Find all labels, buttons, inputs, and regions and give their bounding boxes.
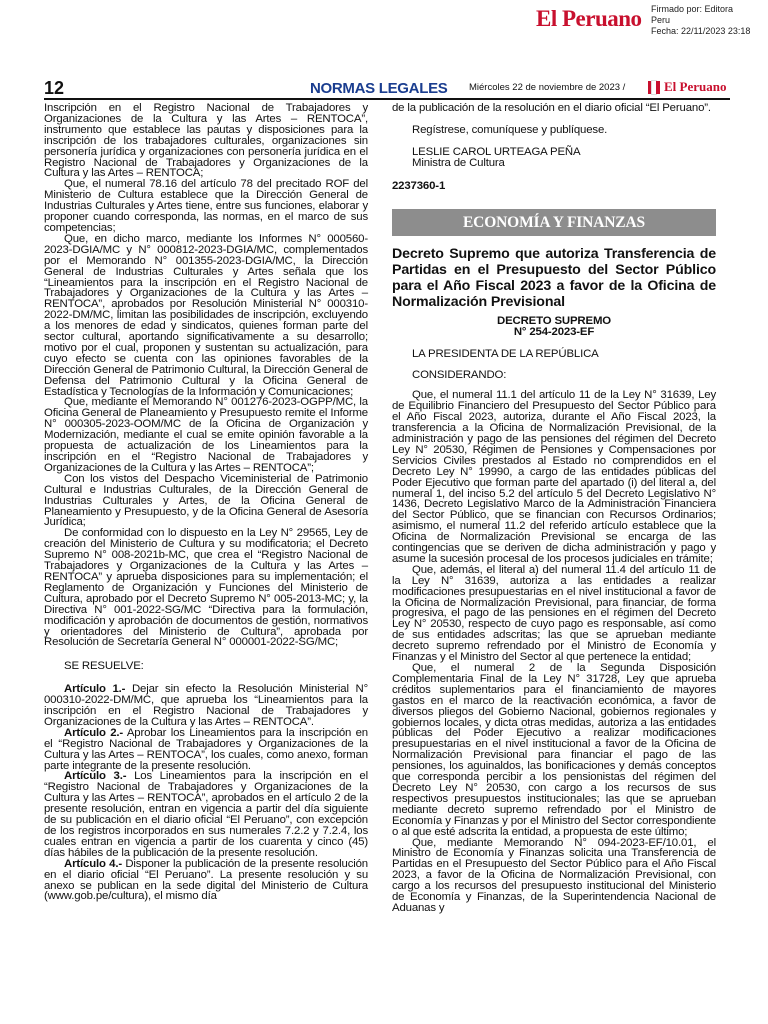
considerando: CONSIDERANDO:: [412, 369, 507, 382]
article-text: Dejar sin efecto la Resolución Ministerial N° 000310-2022-DM/MC, que aprueba los “Lineamientos para la inscripción en el Registro Nacional de Trabajadores y Organizaciones de la Cultura y las Artes – RENTOCA”.: [44, 683, 368, 728]
right-column: [392, 103, 716, 914]
article-4: [44, 859, 368, 903]
page-header: [44, 79, 730, 99]
paragraph: Que, mediante el Memorando N° 001276-2023-OGPP/MC, la Oficina General de Planeamiento y Presupuesto remite el Informe N° 000305-2023-OOM/MC de la Oficina de Organización y Modernización, mediante el cual se emite opinión favorable a la propuesta de actualización de los Lineamientos para la inscripción en el “Registro Nacional de Trabajadores y Organizaciones de la Cultura y las Artes – RENTOCA”;: [44, 396, 368, 474]
paragraph: Que, además, el literal a) del numeral 11.4 del artículo 11 de la Ley N° 31639, autoriza a las entidades a realizar modificaciones presupuestarias en el nivel institucional a favor de la Oficina de Normalización Previsional, para financiar, de forma progresiva, el pago de las pensiones en el régimen del Decreto Ley N° 20530, respecto de cuyo pago es responsable, así como de sus entidades adscritas; las que se aprueban mediante decreto supremo refrendado por el Ministro de Economía y Finanzas y el Ministro del Sector al que pertenece la entidad;: [392, 563, 716, 664]
decree-title: Decreto Supremo que autoriza Transferencia de Partidas en el Presupuesto del Sector Público para el Año Fiscal 2023 a favor de la Oficina de Normalización Previsional: [392, 245, 716, 310]
signer-name: LESLIE CAROL URTEAGA PEÑA: [412, 145, 581, 158]
norm-code: 2237360-1: [392, 179, 446, 192]
paragraph: Que, el numeral 78.16 del artículo 78 del precitado ROF del Ministerio de Cultura establece que la Dirección General de Industrias Culturales y Artes tiene, entre sus funciones, elaborar y proponer cuando corresponda, las normas, en el marco de sus competencias;: [44, 178, 368, 234]
peru-flag-icon: [648, 81, 660, 94]
paragraph: Con los vistos del Despacho Viceministerial de Patrimonio Cultural e Industrias Culturales, de la Dirección General de Industrias Culturales y Artes, de la Oficina General de Planeamiento y Presupuesto, y de la Oficina General de Asesoría Jurídica;: [44, 472, 368, 529]
presidenta: LA PRESIDENTA DE LA REPÚBLICA: [412, 347, 599, 360]
article-2: [44, 728, 368, 772]
signer-title: Ministra de Cultura: [412, 156, 505, 169]
signature-line-1: Firmado por: Editora: [651, 4, 734, 14]
page-number: 12: [44, 78, 65, 98]
article-label: Artículo 4.-: [64, 857, 122, 870]
article-text: Aprobar los Lineamientos para la inscripción en el “Registro Nacional de Trabajadores y Organizaciones de la Cultura y las Artes – RENTOCA”, los cuales, como anexo, forman parte integrante de la presente resolución.: [44, 726, 368, 772]
article-1: [44, 684, 368, 728]
el-peruano-logo: El Peruano: [536, 6, 642, 31]
paragraph: De conformidad con lo dispuesto en la Ley N° 29565, Ley de creación del Ministerio de Cultura y su modificatoria; el Decreto Supremo N° 008-2021b-MC, que crea el “Registro Nacional de Trabajadores y Organizaciones de la Cultura y las Artes – RENTOCA” y aprueba disposiciones para su implementación; el Reglamento de Organización y Funciones del Ministerio de Cultura, aprobado por el Decreto Supremo N° 005-2013-MC; y, la Directiva N° 001-2022-SG/MC “Directiva para la formulación, modificación y aprobación de documentos de gestión, normativos y orientadores del Ministerio de Cultura”, aprobada por Resolución de Secretaría General N° 000001-2022-SG/MC;: [44, 527, 368, 649]
top-bar: [0, 0, 768, 42]
section-title: NORMAS LEGALES: [310, 80, 448, 97]
article-label: Artículo 1.-: [64, 683, 126, 696]
paragraph: Que, el numeral 11.1 del artículo 11 de la Ley N° 31639, Ley de Equilibrio Financiero del Presupuesto del Sector Público para el Año Fiscal 2023, autoriza, durante el Año Fiscal 2023, la transferencia a la Oficina de Normalización Previsional, de la administración y pago de las pensiones del régimen del Decreto Ley N° 20530, Régimen de Pensiones y Compensaciones por Servicios Civiles prestados al Estado no comprendidos en el Decreto Ley N° 19990, a cargo de las entidades públicas del Poder Ejecutivo que forman parte del apartado (i) del literal a, del numeral 1, del inciso 5.2 del artículo 5 del Decreto Legislativo N° 1436, Decreto Legislativo Marco de la Administración Financiera del Sector Público, que se financian con Recursos Ordinarios; asimismo, el numeral 11.2 del referido artículo establece que la Oficina de Normalización Previsional se encarga de las contingencias que se deriven de dicha administración y pago y asume la sucesión procesal de los procesos judiciales en trámite;: [392, 389, 716, 565]
digital-signature: [651, 4, 750, 37]
paragraph: Que, el numeral 2 de la Segunda Disposición Complementaria Final de la Ley N° 31728, Ley que aprueba créditos suplementarios para el financiamiento de mayores gastos en el marco de la reactivación económica, a favor de diversos pliegos del Gobierno Nacional, gobiernos regionales y gobiernos locales, y dicta otras medidas, autoriza a las entidades públicas del Poder Ejecutivo a realizar modificaciones presupuestarias en el nivel institucional a favor de la Oficina de Normalización Previsional para financiar el pago de las pensiones, los aguinaldos, las bonificaciones y demás conceptos que corresponda percibir a los pensionistas del régimen del Decreto Ley N° 20530, con cargo a los recursos de sus respectivos presupuestos institucionales; las que se aprueban mediante decreto supremo refrendado por el Ministro de Economía y Finanzas y por el Ministro del Sector correspondiente o al que esté adscrita la entidad, a propuesta de este último;: [392, 662, 716, 838]
signature-line-2: Peru: [651, 15, 671, 25]
publication-date: Miércoles 22 de noviembre de 2023 /: [469, 82, 626, 93]
header-rule: [44, 98, 730, 100]
header-brand: El Peruano: [664, 79, 727, 94]
decree-number: N° 254-2023-EF: [513, 325, 595, 338]
article-text: Disponer la publicación de la presente resolución en el diario oficial “El Peruano”. La presente resolución y su anexo se publican en la sede digital del Ministerio de Cultura (www.gob.pe/cultura), el mismo día: [44, 857, 368, 903]
section-band: ECONOMÍA Y FINANZAS: [392, 209, 716, 236]
paragraph: de la publicación de la resolución en el diario oficial “El Peruano”.: [392, 102, 711, 114]
closing-formula: Regístrese, comuníquese y publíquese.: [412, 123, 608, 136]
article-3: [44, 771, 368, 858]
article-text: Los Lineamientos para la inscripción en el “Registro Nacional de Trabajadores y Organizaciones de la Cultura y las Artes – RENTOCA”, aprobados en el artículo 2 de la presente resolución, entran en vigencia a partir del día siguiente de su publicación en el diario oficial “El Peruano”, con excepción de los registros incorporados en sus numerales 7.2.2 y 7.2.4, los cuales entran en vigencia a partir de los cuarenta y cinco (45) días hábiles de la publicación de la presente resolución.: [44, 770, 368, 859]
paragraph: Que, en dicho marco, mediante los Informes N° 000560-2023-DGIA/MC y N° 000812-2023-DGIA/MC, complementados por el Memorando N° 001355-2023-DGIA/MC, la Dirección General de Industrias Culturales y Artes señala que los “Lineamientos para la inscripción en el Registro Nacional de Trabajadores y Organizaciones de la Cultura y las Artes – RENTOCA”, aprobados por Resolución Ministerial N° 000310-2022-DM/MC, limitan las posibilidades de inscripción, excluyendo a los menores de edad y sindicatos, quienes forman parte del sector cultural, aportando significativamente a su desarrollo; motivo por el cual, proponen y sustentan su actualización, para cuyo efecto se cuenta con las opiniones favorables de la Dirección General de Patrimonio Cultural, la Dirección General de Defensa del Patrimonio Cultural y la Oficina General de Estadística y Tecnologías de la Información y Comunicaciones;: [44, 232, 368, 398]
signature-line-3: Fecha: 22/11/2023 23:18: [651, 26, 751, 36]
paragraph: Inscripción en el Registro Nacional de Trabajadores y Organizaciones de la Cultura y las Artes – RENTOCA”, instrumento que establece las pautas y disposiciones para la inscripción de los trabajadores culturales, organizaciones sin personería jurídica y organizaciones con personería jurídica en el Registro Nacional de Trabajadores y Organizaciones de la Cultura y las Artes – RENTOCA;: [44, 102, 368, 180]
decree-label: DECRETO SUPREMO: [497, 314, 611, 327]
article-label: Artículo 3.-: [64, 770, 127, 783]
paragraph: Que, mediante Memorando N° 094-2023-EF/10.01, el Ministro de Economía y Finanzas solicita una Transferencia de Partidas en el Presupuesto del Sector Público para el Año Fiscal 2023, a favor de la Oficina de Normalización Previsional, con cargo a los recursos del presupuesto institucional del Ministerio de Economía y Finanzas, de la Superintendencia Nacional de Aduanas y: [392, 836, 716, 914]
article-label: Artículo 2.-: [64, 726, 124, 739]
left-column: [44, 103, 368, 902]
se-resuelve: SE RESUELVE:: [64, 660, 144, 673]
